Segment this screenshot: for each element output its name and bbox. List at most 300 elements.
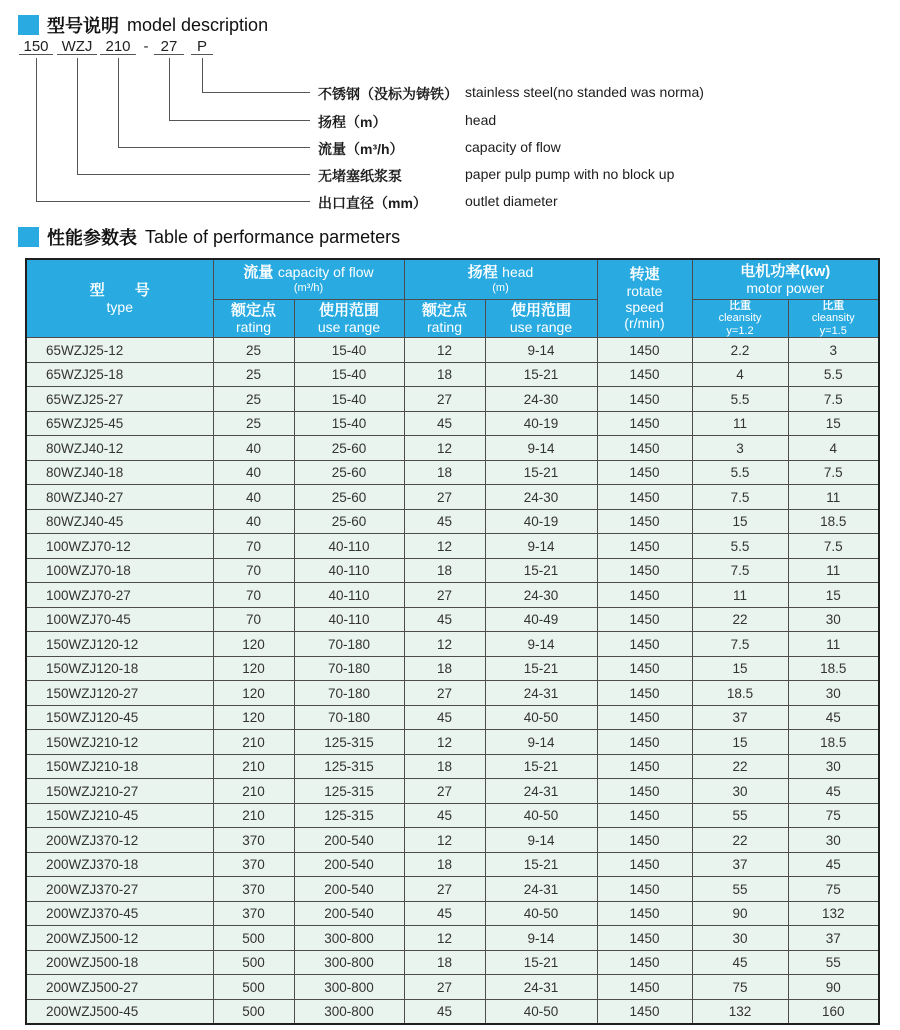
cell-head-range: 40-50 [485,999,597,1024]
cell-flow-range: 300-800 [294,950,404,975]
speed-header-en2: speed [625,299,664,316]
cell-power-y12: 11 [692,583,788,608]
cell-power-y12: 7.5 [692,632,788,657]
table-row [26,705,879,730]
cell-power-y12: 90 [692,901,788,926]
cell-head-rating: 18 [404,950,485,975]
power-header-zh: 电机功率(kw) [740,262,831,280]
cell-power-y12: 37 [692,852,788,877]
speed-header-zh: 转速 [629,265,660,283]
cell-flow-range: 200-540 [294,828,404,853]
cell-speed: 1450 [597,950,692,975]
performance-table-title-en: Table of performance parmeters [145,226,401,247]
density2-value: y=1.5 [819,324,847,337]
cell-power-y15: 18.5 [788,656,879,681]
flow-header-unit: (m³/h) [293,282,324,295]
speed-header-en1: rotate [626,283,663,300]
cell-head-rating: 45 [404,705,485,730]
cell-flow-range: 40-110 [294,558,404,583]
cell-head-range: 9-14 [485,926,597,951]
cell-type: 200WZJ370-12 [26,828,213,853]
table-row [26,975,879,1000]
cell-head-rating: 12 [404,534,485,559]
cell-speed: 1450 [597,632,692,657]
density1-zh: 比重 [729,299,751,312]
cell-speed: 1450 [597,460,692,485]
cell-speed: 1450 [597,607,692,632]
table-row [26,534,879,559]
cell-type: 100WZJ70-27 [26,583,213,608]
table-row [26,338,879,363]
col-header-speed [597,259,692,338]
cell-type: 200WZJ500-18 [26,950,213,975]
cell-flow-range: 125-315 [294,754,404,779]
table-row [26,926,879,951]
cell-power-y15: 90 [788,975,879,1000]
cell-speed: 1450 [597,338,692,363]
cell-power-y15: 55 [788,950,879,975]
cell-flow-rating: 40 [213,436,294,461]
cell-speed: 1450 [597,558,692,583]
cell-head-rating: 12 [404,338,485,363]
cell-flow-rating: 70 [213,558,294,583]
col-group-power [692,259,879,299]
head-header-unit: (m) [492,282,509,295]
cell-type: 200WZJ500-12 [26,926,213,951]
cell-power-y12: 5.5 [692,534,788,559]
model-code-label-en: capacity of flow [465,139,561,155]
cell-head-rating: 45 [404,509,485,534]
cell-power-y12: 2.2 [692,338,788,363]
cell-flow-rating: 25 [213,338,294,363]
flow-header-zh: 流量 [243,263,274,281]
cell-power-y15: 11 [788,558,879,583]
cell-head-rating: 18 [404,460,485,485]
cell-power-y15: 7.5 [788,534,879,559]
cell-power-y12: 22 [692,754,788,779]
cell-type: 100WZJ70-12 [26,534,213,559]
performance-table-title-zh: 性能参数表 [47,228,137,248]
cell-power-y15: 11 [788,485,879,510]
cell-speed: 1450 [597,436,692,461]
cell-head-range: 24-31 [485,779,597,804]
cell-power-y12: 4 [692,362,788,387]
cell-flow-range: 15-40 [294,362,404,387]
col-header-power-y15 [788,299,879,338]
cell-flow-rating: 370 [213,852,294,877]
cell-power-y15: 5.5 [788,362,879,387]
cell-power-y12: 5.5 [692,387,788,412]
cell-power-y12: 30 [692,779,788,804]
cell-speed: 1450 [597,754,692,779]
cell-head-rating: 27 [404,485,485,510]
model-code-label-en: stainless steel(no standed was norma) [465,84,704,100]
cell-type: 200WZJ370-45 [26,901,213,926]
table-row [26,877,879,902]
cell-power-y15: 15 [788,583,879,608]
flow-range-zh: 使用范围 [318,301,379,319]
cell-type: 80WZJ40-12 [26,436,213,461]
col-group-head [404,259,597,299]
model-code-part: 27 [154,38,184,55]
cell-power-y15: 30 [788,681,879,706]
cell-head-range: 40-19 [485,509,597,534]
cell-power-y12: 75 [692,975,788,1000]
cell-power-y15: 18.5 [788,730,879,755]
cell-power-y12: 22 [692,828,788,853]
cell-power-y12: 3 [692,436,788,461]
cell-type: 150WZJ210-12 [26,730,213,755]
cell-type: 150WZJ120-18 [26,656,213,681]
cell-type: 200WZJ370-18 [26,852,213,877]
cell-power-y12: 15 [692,509,788,534]
cell-head-rating: 27 [404,975,485,1000]
cell-flow-range: 40-110 [294,607,404,632]
cell-speed: 1450 [597,656,692,681]
cell-flow-range: 300-800 [294,999,404,1024]
cell-speed: 1450 [597,362,692,387]
cell-power-y15: 45 [788,852,879,877]
cell-flow-rating: 370 [213,901,294,926]
type-header-en: type [106,299,133,316]
title-square-icon [18,15,39,35]
cell-power-y15: 160 [788,999,879,1024]
cell-flow-rating: 70 [213,607,294,632]
cell-flow-range: 25-60 [294,485,404,510]
model-code-part: - [143,38,149,55]
flow-range-en: use range [317,319,381,336]
cell-power-y15: 7.5 [788,460,879,485]
table-row [26,999,879,1024]
flow-rating-zh: 额定点 [230,301,276,319]
cell-power-y15: 30 [788,754,879,779]
cell-head-rating: 45 [404,803,485,828]
cell-power-y12: 132 [692,999,788,1024]
cell-flow-range: 200-540 [294,901,404,926]
table-row [26,436,879,461]
cell-flow-range: 125-315 [294,803,404,828]
cell-type: 150WZJ120-12 [26,632,213,657]
cell-power-y12: 18.5 [692,681,788,706]
cell-speed: 1450 [597,411,692,436]
cell-power-y15: 30 [788,607,879,632]
cell-power-y15: 30 [788,828,879,853]
cell-type: 150WZJ120-45 [26,705,213,730]
cell-flow-rating: 500 [213,999,294,1024]
cell-flow-range: 25-60 [294,509,404,534]
cell-flow-rating: 70 [213,534,294,559]
cell-head-range: 15-21 [485,460,597,485]
table-row [26,828,879,853]
cell-flow-rating: 370 [213,877,294,902]
cell-power-y15: 75 [788,877,879,902]
cell-power-y12: 45 [692,950,788,975]
cell-flow-range: 125-315 [294,730,404,755]
model-description-title-en: model description [127,14,269,35]
model-code-part: 150 [19,38,53,55]
power-header-en: motor power [746,279,825,296]
head-header-en: head [502,263,534,280]
cell-power-y12: 15 [692,730,788,755]
cell-power-y15: 4 [788,436,879,461]
cell-flow-range: 40-110 [294,583,404,608]
table-row [26,411,879,436]
cell-type: 100WZJ70-18 [26,558,213,583]
model-code-part: 210 [100,38,136,55]
cell-type: 150WZJ210-27 [26,779,213,804]
cell-power-y15: 11 [788,632,879,657]
cell-type: 150WZJ210-18 [26,754,213,779]
title-square-icon [18,227,39,247]
model-code-connector-line [202,58,310,93]
cell-speed: 1450 [597,999,692,1024]
density2-en: cleansity [811,312,855,325]
cell-power-y12: 7.5 [692,558,788,583]
cell-head-rating: 18 [404,362,485,387]
model-code-part: WZJ [57,38,97,55]
cell-flow-rating: 120 [213,656,294,681]
col-header-flow-range [294,299,404,338]
table-row [26,803,879,828]
table-row [26,362,879,387]
cell-head-rating: 12 [404,730,485,755]
cell-power-y12: 55 [692,877,788,902]
cell-head-range: 40-50 [485,803,597,828]
cell-type: 65WZJ25-18 [26,362,213,387]
table-row [26,950,879,975]
cell-speed: 1450 [597,852,692,877]
cell-head-rating: 27 [404,583,485,608]
cell-head-range: 24-30 [485,485,597,510]
cell-speed: 1450 [597,975,692,1000]
cell-speed: 1450 [597,828,692,853]
cell-head-rating: 45 [404,901,485,926]
table-row [26,583,879,608]
cell-power-y15: 45 [788,705,879,730]
cell-flow-rating: 25 [213,362,294,387]
cell-speed: 1450 [597,534,692,559]
cell-speed: 1450 [597,877,692,902]
cell-head-rating: 45 [404,607,485,632]
cell-head-range: 40-49 [485,607,597,632]
cell-type: 150WZJ120-27 [26,681,213,706]
table-row [26,730,879,755]
cell-type: 200WZJ370-27 [26,877,213,902]
col-header-type [26,259,213,338]
cell-type: 65WZJ25-45 [26,411,213,436]
head-range-en: use range [509,319,573,336]
cell-power-y12: 30 [692,926,788,951]
head-rating-en: rating [426,319,463,336]
cell-type: 65WZJ25-27 [26,387,213,412]
model-description-title [0,0,900,38]
cell-head-rating: 18 [404,656,485,681]
cell-head-range: 15-21 [485,656,597,681]
cell-flow-range: 70-180 [294,681,404,706]
cell-flow-rating: 210 [213,779,294,804]
cell-power-y15: 7.5 [788,387,879,412]
performance-table-title [0,222,900,252]
cell-power-y12: 55 [692,803,788,828]
head-rating-zh: 额定点 [421,301,467,319]
cell-flow-range: 300-800 [294,975,404,1000]
cell-flow-range: 125-315 [294,779,404,804]
cell-flow-range: 200-540 [294,852,404,877]
cell-head-range: 15-21 [485,852,597,877]
cell-flow-rating: 25 [213,387,294,412]
cell-flow-range: 200-540 [294,877,404,902]
cell-type: 80WZJ40-18 [26,460,213,485]
table-row [26,681,879,706]
cell-flow-rating: 210 [213,730,294,755]
head-range-zh: 使用范围 [510,301,571,319]
cell-speed: 1450 [597,705,692,730]
cell-power-y15: 45 [788,779,879,804]
cell-type: 80WZJ40-45 [26,509,213,534]
cell-head-rating: 18 [404,754,485,779]
cell-flow-rating: 120 [213,705,294,730]
cell-head-rating: 27 [404,779,485,804]
cell-flow-range: 300-800 [294,926,404,951]
cell-power-y12: 7.5 [692,485,788,510]
cell-flow-range: 15-40 [294,411,404,436]
cell-head-range: 15-21 [485,754,597,779]
cell-head-rating: 45 [404,999,485,1024]
cell-flow-range: 25-60 [294,436,404,461]
cell-head-rating: 18 [404,852,485,877]
cell-power-y15: 3 [788,338,879,363]
cell-head-range: 24-31 [485,877,597,902]
cell-flow-rating: 25 [213,411,294,436]
density1-en: cleansity [718,312,762,325]
cell-flow-range: 25-60 [294,460,404,485]
cell-head-range: 15-21 [485,558,597,583]
cell-head-rating: 27 [404,681,485,706]
col-group-flow [213,259,404,299]
cell-speed: 1450 [597,803,692,828]
cell-type: 150WZJ210-45 [26,803,213,828]
density1-value: y=1.2 [726,324,754,337]
cell-head-range: 9-14 [485,338,597,363]
cell-power-y15: 132 [788,901,879,926]
flow-rating-en: rating [235,319,272,336]
cell-flow-rating: 70 [213,583,294,608]
cell-power-y15: 37 [788,926,879,951]
cell-flow-rating: 120 [213,681,294,706]
cell-power-y12: 37 [692,705,788,730]
cell-flow-rating: 40 [213,485,294,510]
table-row [26,852,879,877]
cell-flow-rating: 210 [213,754,294,779]
cell-head-range: 40-19 [485,411,597,436]
cell-head-rating: 45 [404,411,485,436]
cell-type: 100WZJ70-45 [26,607,213,632]
cell-head-rating: 27 [404,387,485,412]
performance-table [25,258,880,1025]
cell-head-range: 24-31 [485,681,597,706]
cell-speed: 1450 [597,730,692,755]
table-row [26,509,879,534]
cell-head-range: 24-31 [485,975,597,1000]
cell-power-y15: 18.5 [788,509,879,534]
cell-power-y12: 11 [692,411,788,436]
cell-type: 200WZJ500-27 [26,975,213,1000]
cell-flow-range: 70-180 [294,705,404,730]
cell-flow-rating: 500 [213,975,294,1000]
cell-power-y15: 75 [788,803,879,828]
cell-head-rating: 12 [404,926,485,951]
model-code-label-zh: 出口直径（mm） [318,195,427,211]
cell-flow-rating: 40 [213,509,294,534]
table-row [26,485,879,510]
table-row [26,901,879,926]
cell-head-range: 15-21 [485,362,597,387]
cell-head-rating: 12 [404,436,485,461]
cell-head-range: 15-21 [485,950,597,975]
model-description-title-zh: 型号说明 [47,16,119,36]
cell-flow-rating: 500 [213,950,294,975]
cell-head-range: 24-30 [485,583,597,608]
model-code-label-zh: 不锈钢（没标为铸铁） [318,86,458,102]
cell-flow-rating: 500 [213,926,294,951]
type-header-zh: 型 号 [89,282,150,300]
model-code-label-zh: 无堵塞纸浆泵 [318,168,402,184]
table-row [26,779,879,804]
model-code-label-en: head [465,112,497,128]
cell-head-range: 9-14 [485,436,597,461]
table-row [26,460,879,485]
cell-head-rating: 27 [404,877,485,902]
model-code-label-en: paper pulp pump with no block up [465,166,675,182]
table-row [26,558,879,583]
cell-speed: 1450 [597,926,692,951]
cell-head-range: 24-30 [485,387,597,412]
table-row [26,656,879,681]
performance-table-body [26,338,879,1024]
cell-speed: 1450 [597,779,692,804]
cell-head-rating: 12 [404,828,485,853]
cell-power-y12: 22 [692,607,788,632]
cell-head-range: 9-14 [485,730,597,755]
table-row [26,632,879,657]
cell-flow-rating: 40 [213,460,294,485]
model-code-part: P [191,38,213,55]
cell-head-range: 40-50 [485,901,597,926]
cell-speed: 1450 [597,901,692,926]
cell-type: 80WZJ40-27 [26,485,213,510]
cell-flow-range: 15-40 [294,338,404,363]
head-header-zh: 扬程 [467,263,498,281]
cell-flow-range: 40-110 [294,534,404,559]
cell-head-range: 9-14 [485,828,597,853]
cell-type: 65WZJ25-12 [26,338,213,363]
cell-speed: 1450 [597,509,692,534]
col-header-power-y12 [692,299,788,338]
cell-power-y15: 15 [788,411,879,436]
col-header-head-range [485,299,597,338]
speed-header-unit: (r/min) [624,315,665,332]
cell-head-range: 9-14 [485,632,597,657]
cell-head-range: 40-50 [485,705,597,730]
col-header-flow-rating [213,299,294,338]
cell-flow-rating: 370 [213,828,294,853]
col-header-head-rating [404,299,485,338]
cell-flow-range: 70-180 [294,656,404,681]
cell-head-range: 9-14 [485,534,597,559]
flow-header-en: capacity of flow [277,263,374,280]
cell-flow-rating: 120 [213,632,294,657]
table-row [26,607,879,632]
